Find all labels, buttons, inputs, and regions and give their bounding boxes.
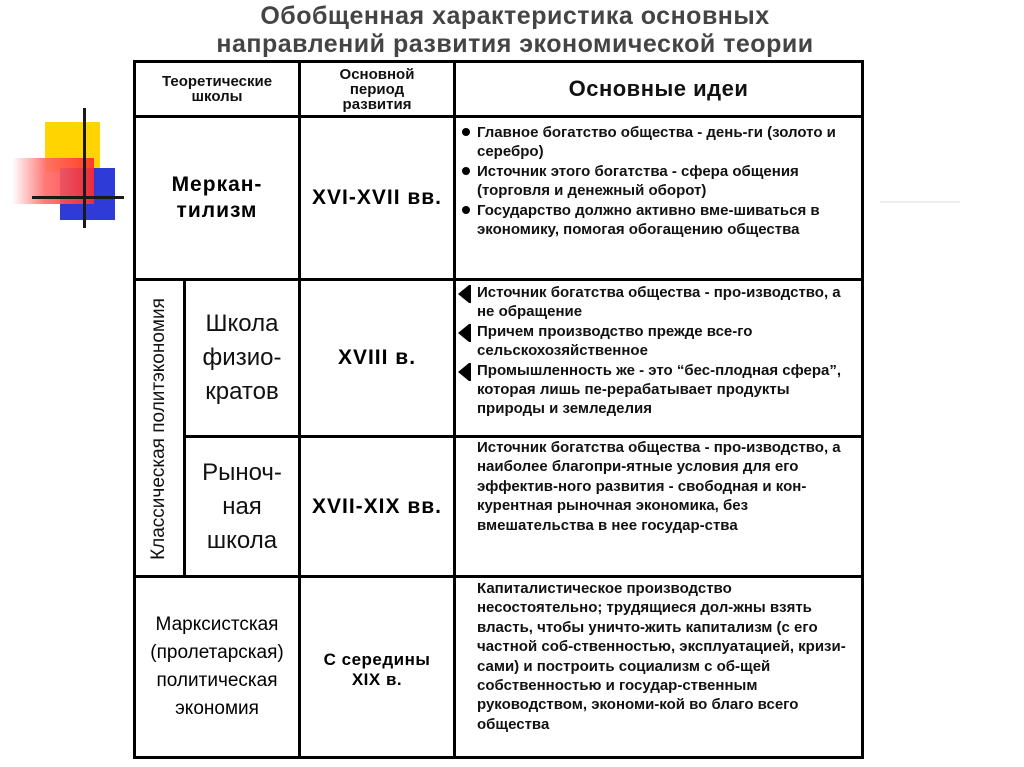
idea-item: Причем производство прежде все-го сельскохозяйственное bbox=[477, 322, 857, 361]
row-mercantilism-ideas bbox=[477, 123, 857, 239]
row-physiocrats-school bbox=[186, 281, 298, 435]
row-physiocrats-ideas bbox=[477, 283, 857, 419]
row-market-period bbox=[301, 438, 453, 575]
row-marxist-period bbox=[301, 578, 453, 756]
idea-item: Источник богатства общества - про-изводство, а наиболее благопри-ятные условия для его эффектив-ного развития - свободная и кон-курентная рыночная экономика, без вмешательства в нее государ-ства bbox=[477, 439, 841, 534]
row-marxist-school bbox=[136, 578, 298, 756]
table-border-right bbox=[861, 60, 864, 759]
row-market-school bbox=[186, 438, 298, 575]
row-mercantilism-period bbox=[301, 118, 453, 278]
group-label-classical bbox=[135, 282, 183, 575]
col-divider-period bbox=[453, 60, 456, 759]
school-name: Марксистская (пролетарская) политическая экономия bbox=[150, 614, 284, 719]
idea-item: Источник богатства общества - про-изводство, а не обращение bbox=[477, 283, 857, 322]
header-ideas-label: Основные идеи bbox=[568, 76, 749, 101]
header-period-label: Основной период развития bbox=[339, 65, 415, 113]
period-text: XVII-XIX вв. bbox=[311, 494, 442, 518]
group-label-text: Классическая политэкономия bbox=[148, 297, 170, 560]
school-name: Школа физио-кратов bbox=[202, 310, 282, 405]
school-name: Рыноч-ная школа bbox=[202, 458, 282, 554]
row-marxist-ideas bbox=[477, 579, 857, 734]
row-market-ideas bbox=[477, 438, 857, 535]
idea-item: Главное богатство общества - день-ги (золото и серебро) bbox=[477, 123, 857, 162]
title-line-1: Обобщенная характеристика основных bbox=[260, 2, 770, 30]
school-name: Меркан-тилизм bbox=[171, 173, 263, 222]
period-text: С середины XIX в. bbox=[323, 650, 431, 689]
row-mercantilism-school bbox=[136, 118, 298, 278]
header-period bbox=[301, 63, 453, 115]
header-schools bbox=[136, 63, 298, 115]
header-ideas bbox=[456, 63, 861, 115]
idea-item: Капиталистическое производство несостоятельно; трудящиеся дол-жны взять власть, чтобы уничто-жить капитализм (с его частной соб-ственностью, эксплуатацией, кризи-сами) и построить социализм с об-щей собственностью и государ-ственным руководством, экономи-кой во благо всего общества bbox=[477, 580, 846, 733]
row-physiocrats-period bbox=[301, 281, 453, 435]
header-schools-label: Теоретические школы bbox=[161, 73, 273, 105]
period-text: XVI-XVII вв. bbox=[312, 186, 443, 209]
table-border-bottom bbox=[133, 756, 864, 759]
idea-item: Источник этого богатства - сфера общения (торговля и денежный оборот) bbox=[477, 162, 857, 201]
idea-item: Государство должно активно вме-шиваться в экономику, помогая обогащению общества bbox=[477, 201, 857, 240]
title-line-2: направлений развития экономической теории bbox=[216, 30, 814, 58]
period-text: XVIII в. bbox=[337, 346, 417, 369]
idea-item: Промышленность же - это “бес-плодная сфера”, которая лишь пе-рерабатывает продукты природы и земледелия bbox=[477, 361, 857, 419]
